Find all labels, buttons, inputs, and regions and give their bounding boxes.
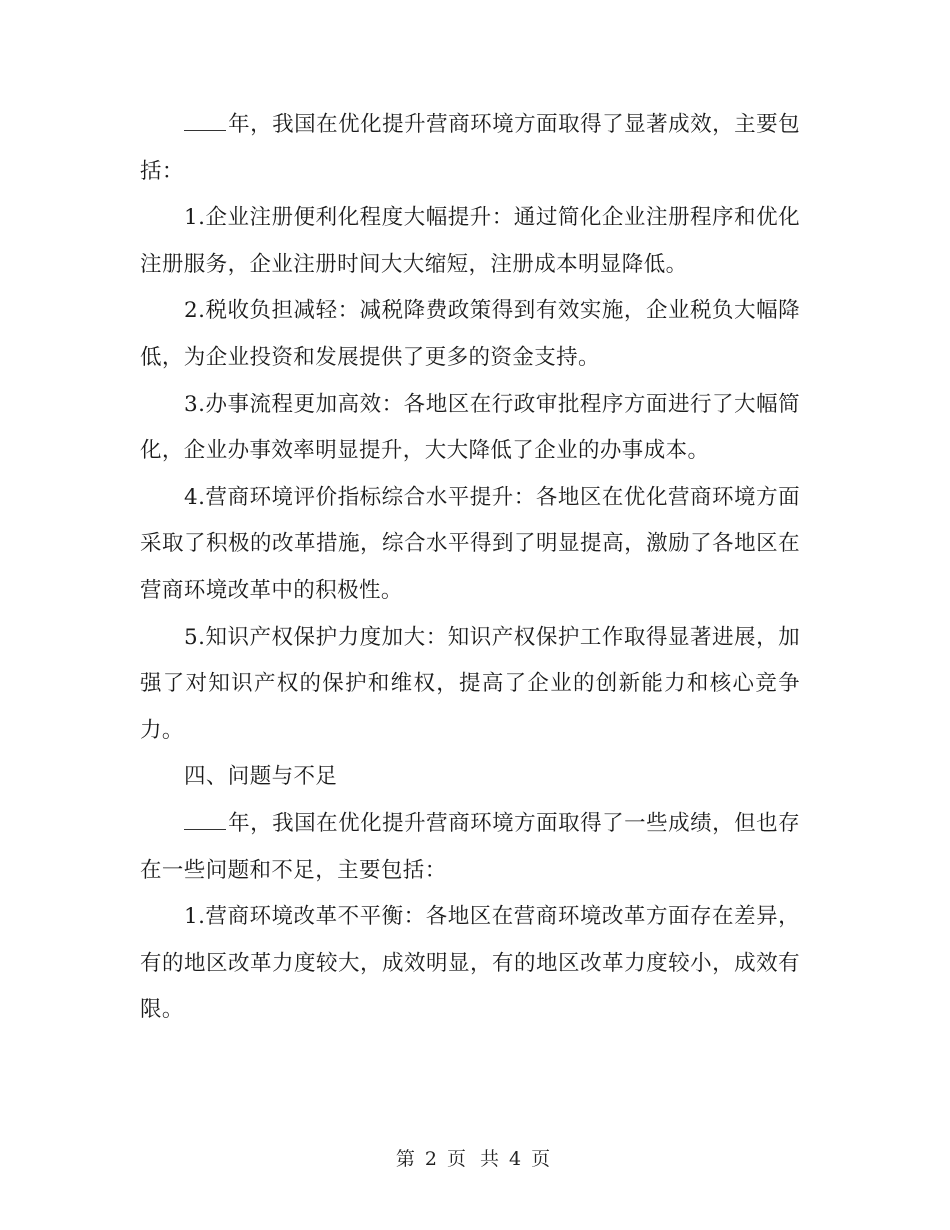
section-heading xyxy=(140,754,800,801)
paragraph-text: 5.知识产权保护力度加大：知识产权保护工作取得显著进展，加强了对知识产权的保护和维权，提高了企业的创新能力和核心竞争力。 xyxy=(140,624,800,743)
paragraph-item-5 xyxy=(140,615,800,755)
paragraph-item-2 xyxy=(140,288,800,381)
footer-middle: 页 共 xyxy=(446,1148,504,1170)
section-heading-text: 四、问题与不足 xyxy=(184,764,338,790)
paragraph-item-1 xyxy=(140,195,800,288)
paragraph-item-3 xyxy=(140,382,800,475)
paragraph-problems-intro xyxy=(140,801,800,894)
paragraph-text: 1.营商环境改革不平衡：各地区在营商环境改革方面存在差异，有的地区改革力度较大，成效明显，有的地区改革力度较小，成效有限。 xyxy=(140,904,800,1023)
footer-current-page: 2 xyxy=(424,1148,441,1170)
footer-suffix: 页 xyxy=(531,1148,555,1170)
paragraph-text: 3.办事流程更加高效：各地区在行政审批程序方面进行了大幅简化，企业办事效率明显提升，大大降低了企业的办事成本。 xyxy=(140,391,800,464)
paragraph-intro xyxy=(140,102,800,195)
page-footer xyxy=(0,1144,950,1171)
paragraph-problem-1 xyxy=(140,894,800,1034)
paragraph-text: 4.营商环境评价指标综合水平提升：各地区在优化营商环境方面采取了积极的改革措施，综合水平得到了明显提高，激励了各地区在营商环境改革中的积极性。 xyxy=(140,484,800,603)
footer-total-pages: 4 xyxy=(509,1148,526,1170)
paragraph-text: 1.企业注册便利化程度大幅提升：通过简化企业注册程序和优化注册服务，企业注册时间大大缩短，注册成本明显降低。 xyxy=(140,205,800,277)
paragraph-item-4 xyxy=(140,475,800,615)
footer-prefix: 第 xyxy=(395,1148,419,1170)
document-body xyxy=(140,102,800,1034)
paragraph-text: 年，我国在优化提升营商环境方面取得了显著成效，主要包括： xyxy=(140,112,800,184)
blank-fill-line xyxy=(184,129,226,131)
paragraph-text: 2.税收负担减轻：减税降费政策得到有效实施，企业税负大幅降低，为企业投资和发展提供了更多的资金支持。 xyxy=(140,298,800,370)
paragraph-text: 年，我国在优化提升营商环境方面取得了一些成绩，但也存在一些问题和不足，主要包括： xyxy=(140,810,800,883)
blank-fill-line xyxy=(184,828,226,830)
